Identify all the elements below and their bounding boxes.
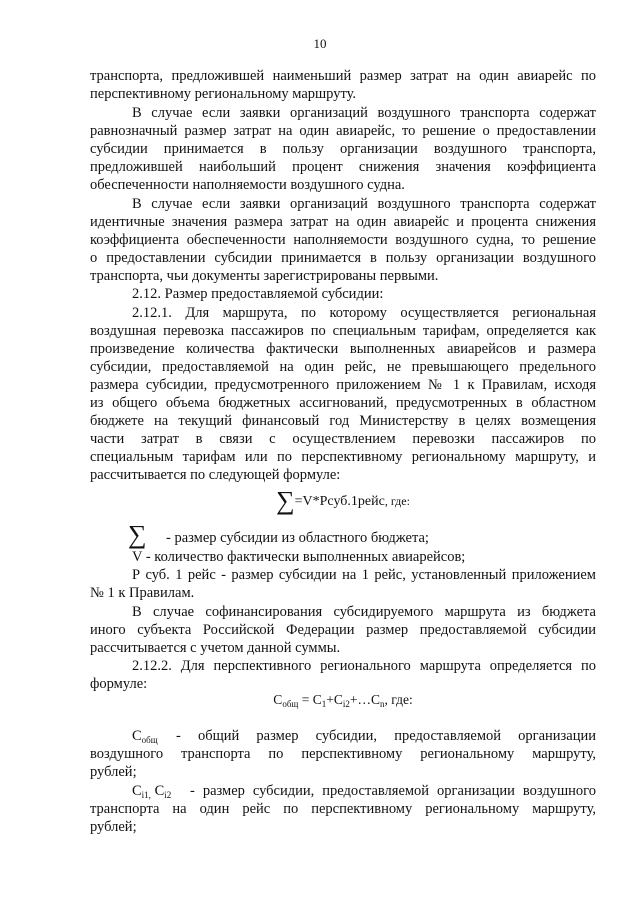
text-line: размера субсидии, предусмотренного приложением № 1 к Правилам, исходя xyxy=(90,377,596,393)
section-heading: 2.12. Размер предоставляемой субсидии: xyxy=(132,286,384,302)
text-line: субсидии, предоставляемой на один рейс, не превышающего предельного xyxy=(90,359,596,375)
text-line: из общего объема бюджетных ассигнований, предусмотренных в областном xyxy=(90,395,596,411)
formula-1 xyxy=(90,486,596,515)
text-line: бюджете на текущий финансовый год Министерству в целях возмещения xyxy=(90,413,596,429)
page-number: 10 xyxy=(313,36,327,51)
text-line: части затрат в связи с осуществлением перевозки пассажиров по xyxy=(90,431,596,447)
text-line: транспорта на один рейс по перспективному региональному маршруту, xyxy=(90,801,596,817)
text-line: воздушного транспорта по перспективному региональному маршруту, xyxy=(90,746,596,762)
text-line: транспорта, предложившей наименьший размер затрат на один авиарейс по xyxy=(90,68,596,84)
text-line: специальным тарифам или по перспективному региональному маршруту, и xyxy=(90,449,596,465)
text-line: предложившей наибольший процент снижения значения коэффициента xyxy=(90,159,596,175)
text-line: Р суб. 1 рейс - размер субсидии на 1 рейс, установленный приложением xyxy=(132,567,596,583)
text-line: иного субъекта Российской Федерации размер предоставляемой субсидии xyxy=(90,622,596,638)
text-line: 2.12.1. Для маршрута, по которому осуществляется региональная xyxy=(132,305,596,321)
text-line: субсидии принимается в пользу организации воздушного транспорта, xyxy=(90,141,596,157)
text-line: коэффициента обеспеченности наполняемости воздушного судна, то решение xyxy=(90,232,596,248)
text-line: В случае софинансирования субсидируемого маршрута из бюджета xyxy=(132,604,596,620)
text-line: воздушная перевозка пассажиров по специальным тарифам, определяется как xyxy=(90,323,596,339)
text-line: формуле: xyxy=(90,676,148,692)
text-line: - размер субсидии из областного бюджета; xyxy=(166,530,429,546)
text-line: - общий размер субсидии, предоставляемой организации xyxy=(176,728,596,744)
text-line: перспективному региональному маршруту. xyxy=(90,86,357,102)
text-line: рублей; xyxy=(90,819,137,835)
text-line: обеспеченности наполняемости воздушного судна. xyxy=(90,177,405,193)
text-line: В случае если заявки организаций воздушного транспорта содержат xyxy=(132,105,596,121)
sum-symbol: ∑ xyxy=(276,486,295,515)
text-line: рублей; xyxy=(90,764,137,780)
text-line: 2.12.2. Для перспективного регионального маршрута определяется по xyxy=(132,658,596,674)
formula-1-tail: , где: xyxy=(384,494,410,508)
text-line: V - количество фактически выполненных авиарейсов; xyxy=(132,549,466,565)
text-line: № 1 к Правилам. xyxy=(90,585,195,601)
def-symbol-c-i: $С_{i1,}$ $С_{i2}$ xyxy=(132,783,172,800)
text-line: о предоставлении субсидии принимается в пользу организации воздушного xyxy=(90,250,596,266)
text-line: транспорта, чьи документы зарегистрированы первыми. xyxy=(90,268,439,284)
text-line: рассчитывается с учетом данной суммы. xyxy=(90,640,341,656)
text-line: В случае если заявки организаций воздушного транспорта содержат xyxy=(132,196,596,212)
text-line: идентичные значения размера затрат на один авиарейс и процента снижения xyxy=(90,214,596,230)
formula-1-body: =V*Рсуб.1рейс xyxy=(294,494,385,509)
formula-2: $С_{общ}$ = $С_1+С_{i2}+\dots С_n$, где: xyxy=(273,692,413,709)
sum-symbol: ∑ xyxy=(128,520,147,549)
text-line: - размер субсидии, предоставляемой организации воздушного xyxy=(190,783,596,799)
text-line: произведение количества фактически выполненных авиарейсов и размера xyxy=(90,341,596,357)
text-line: рассчитывается по следующей формуле: xyxy=(90,467,341,483)
text-line: равнозначный размер затрат на один авиарейс, то решение о предоставлении xyxy=(90,123,596,139)
def-symbol-c-total: $С_{общ}$ xyxy=(132,728,158,745)
